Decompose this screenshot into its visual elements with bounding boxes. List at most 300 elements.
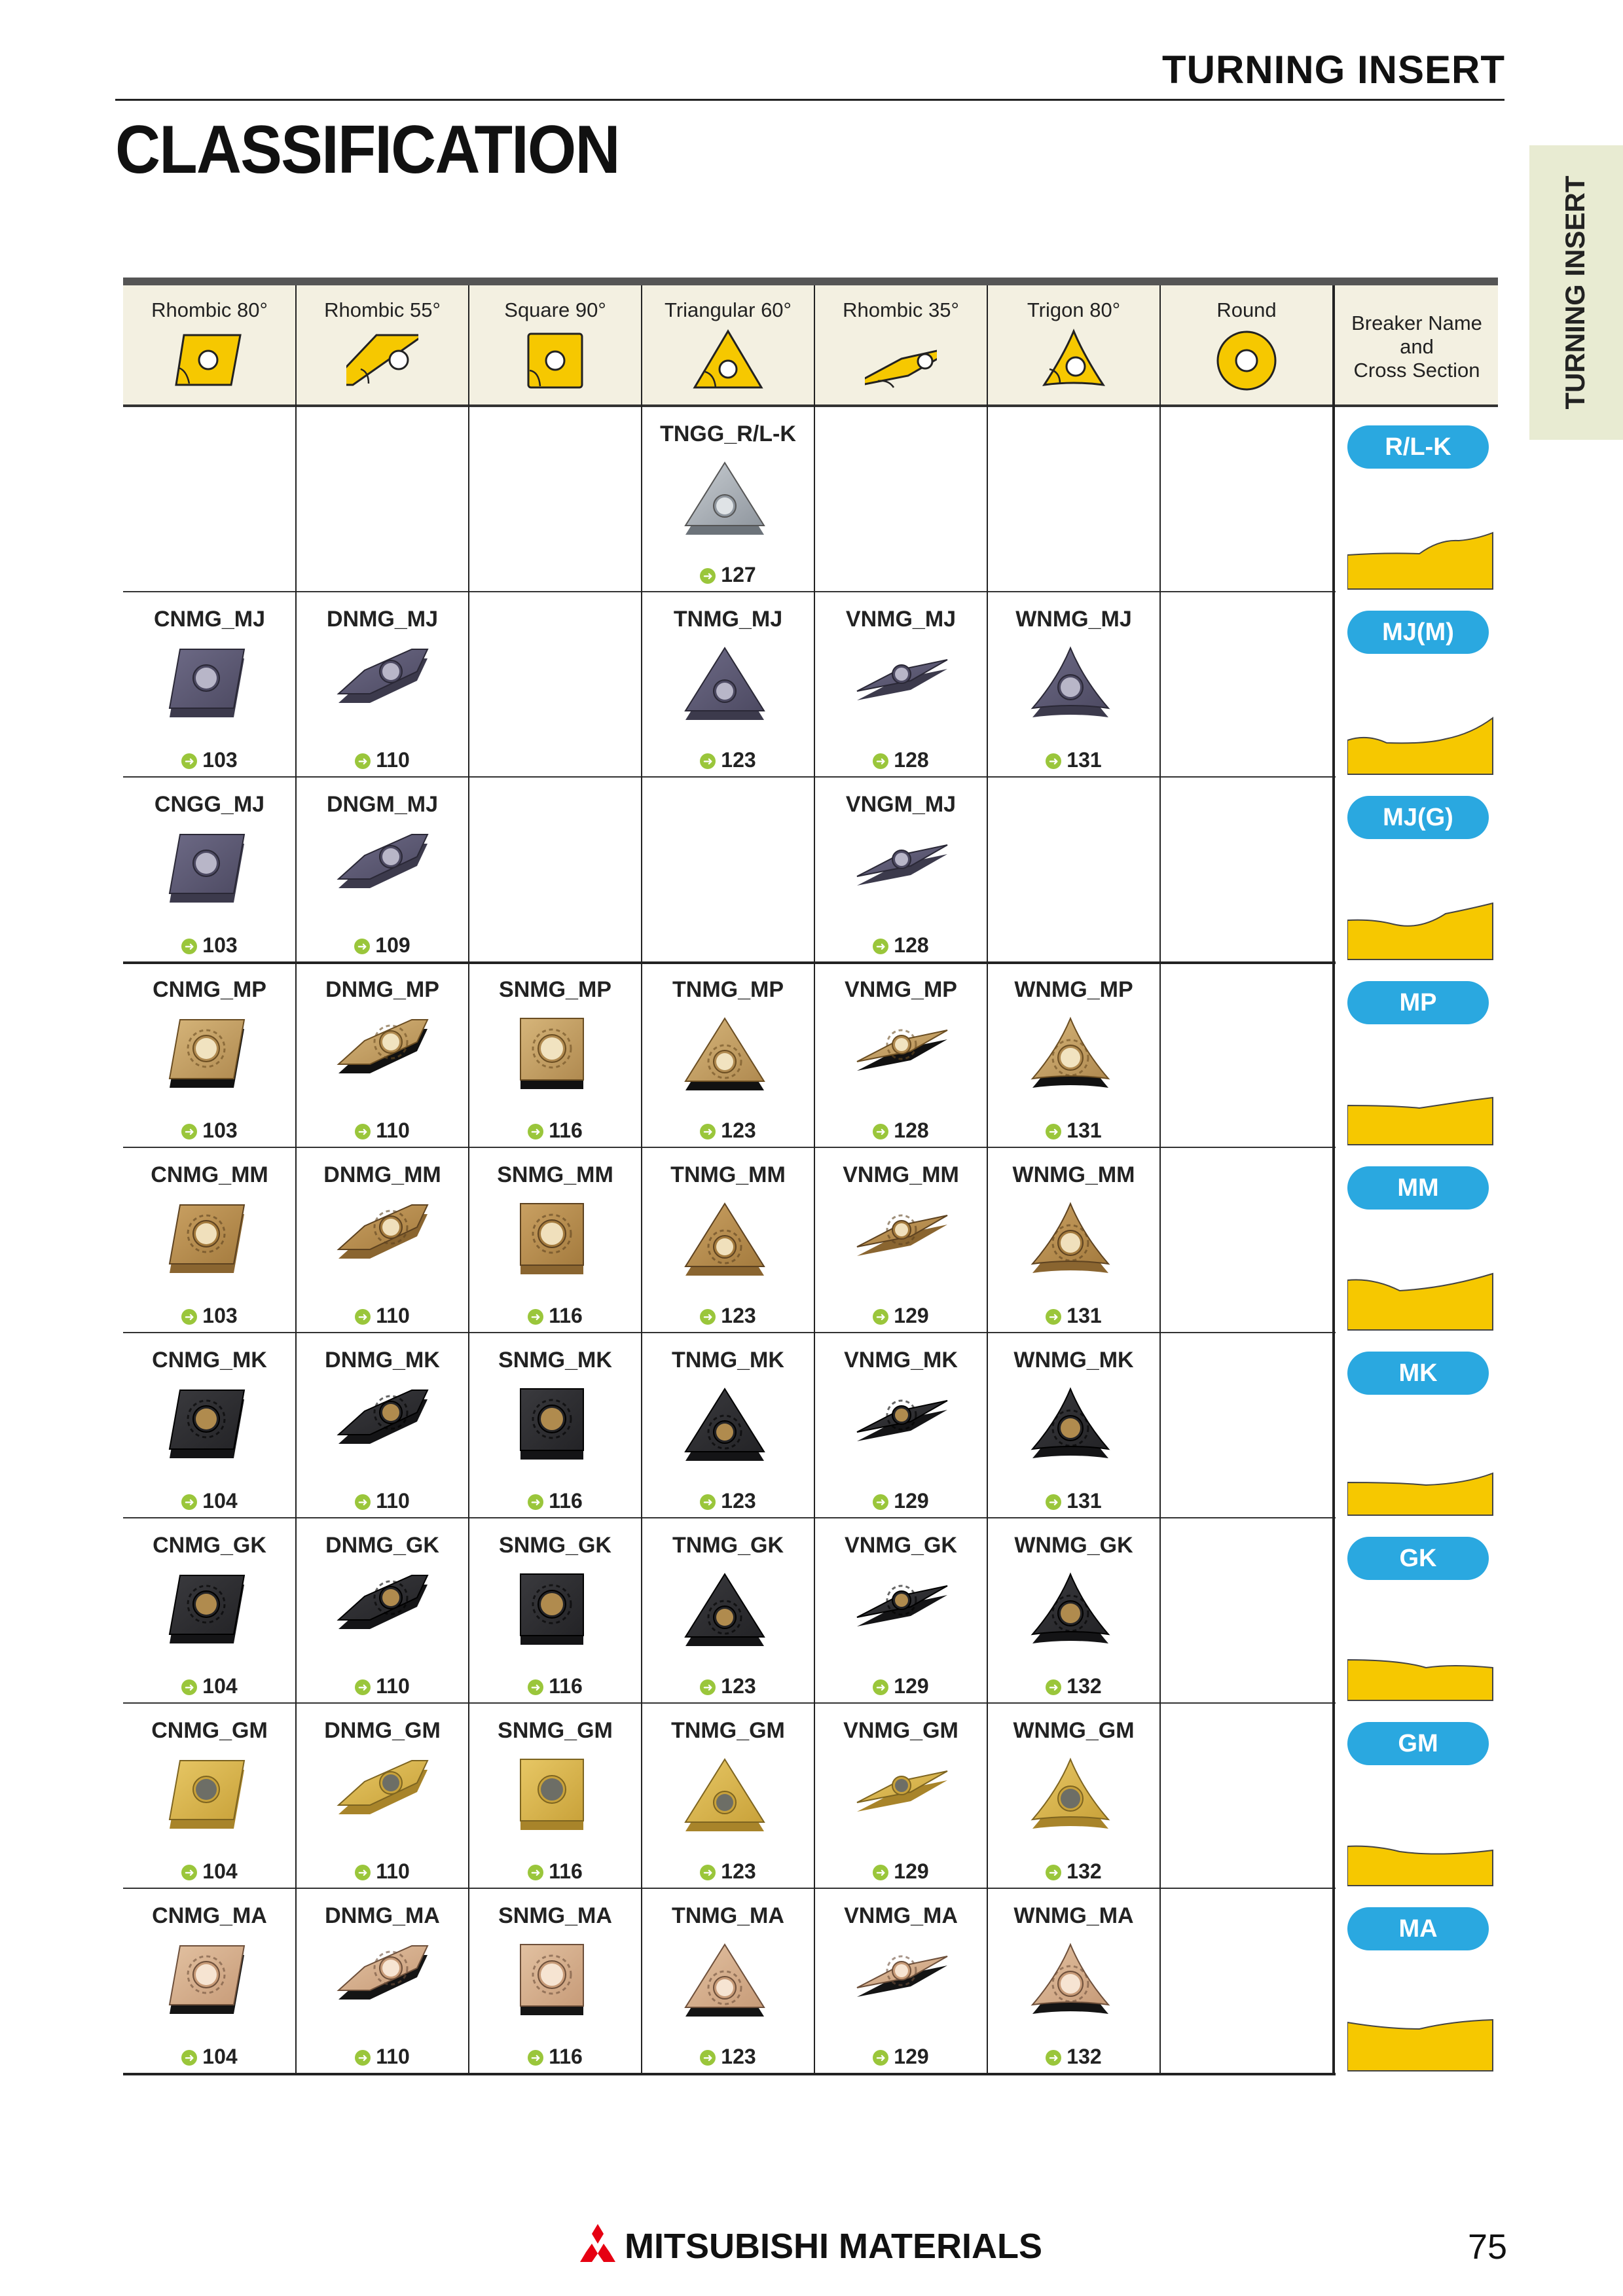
insert-cell[interactable] [815,592,987,777]
insert-cell[interactable] [815,1148,987,1333]
insert-code: DNGM_MJ [326,792,439,817]
arrow-right-icon: ➜ [528,1124,543,1139]
insert-cell[interactable] [124,963,295,1147]
page-reference-link[interactable] [988,1489,1159,1513]
page-number-ref: 110 [376,1859,410,1883]
insert-cell[interactable] [988,592,1159,777]
insert-image[interactable] [679,1014,777,1099]
arrow-right-icon: ➜ [181,939,197,954]
page-number-ref: 104 [202,1489,238,1513]
insert-code: WNMG_GM [1013,1718,1135,1743]
insert-cell[interactable] [815,1889,987,2073]
insert-code: VNMG_GM [843,1718,958,1743]
page-reference-link[interactable] [988,1859,1159,1884]
page-number-ref: 116 [549,1119,583,1142]
insert-code: TNMG_MA [672,1903,784,1928]
breaker-badge[interactable]: MP [1347,981,1489,1024]
insert-code: SNMG_MA [498,1903,612,1928]
breaker-badge[interactable]: MJ(M) [1347,611,1489,654]
arrow-right-icon: ➜ [528,1679,543,1695]
arrow-right-icon: ➜ [873,1309,888,1325]
page-reference-link[interactable] [124,1304,295,1328]
arrow-right-icon: ➜ [528,2050,543,2066]
column-header [296,285,469,406]
insert-cell[interactable] [988,1333,1159,1518]
page-number-ref: 123 [721,1304,756,1327]
column-divider [814,285,815,2074]
insert-cell[interactable] [124,1889,295,2073]
insert-image[interactable] [506,1755,604,1840]
page-reference-link[interactable] [124,1119,295,1143]
cross-section-profile [1347,1251,1498,1333]
insert-code: TNGG_R/L-K [660,422,796,446]
column-divider [1159,285,1161,2074]
insert-cell[interactable] [988,1704,1159,1888]
page-number-ref: 132 [1067,2045,1102,2068]
page-number-ref: 103 [202,748,238,772]
arrow-right-icon: ➜ [181,1494,197,1510]
page-reference-link[interactable] [815,1119,987,1143]
insert-code: WNMG_MJ [1015,607,1132,632]
insert-code: TNMG_MP [672,977,784,1002]
page-number-ref: 109 [375,933,410,957]
page-reference-link[interactable] [297,1119,468,1143]
brand-name: MITSUBISHI MATERIALS [625,2227,1042,2266]
insert-code: SNMG_GM [498,1718,613,1743]
insert-image[interactable] [506,1384,604,1469]
insert-cell[interactable] [815,778,987,962]
arrow-right-icon: ➜ [1046,2050,1061,2066]
insert-cell[interactable] [642,407,814,592]
shape-label: Triangular 60° [665,298,792,321]
insert-code: CNMG_MM [151,1162,268,1187]
arrow-right-icon: ➜ [700,1865,716,1880]
insert-code: CNMG_MK [152,1348,267,1372]
page-number-ref: 116 [549,1859,583,1883]
page-reference-link[interactable] [124,1674,295,1698]
insert-cell[interactable] [124,1518,295,1703]
page-reference-link[interactable] [642,1304,814,1328]
column-divider [468,285,469,2074]
breaker-cell [1336,1148,1498,1333]
page-number-ref: 132 [1067,1859,1102,1883]
shape-label: Trigon 80° [1027,298,1121,321]
page-number-ref: 128 [894,933,929,957]
insert-code: WNMG_MA [1013,1903,1134,1928]
page-number-ref: 123 [721,748,756,772]
insert-image[interactable] [160,1014,259,1099]
section-title: TURNING INSERT [1162,48,1505,92]
triangle-icon [692,329,764,391]
insert-image[interactable] [852,1570,950,1655]
page-reference-link[interactable] [642,1674,814,1698]
insert-code: VNMG_MM [843,1162,959,1187]
breaker-header-line: and [1400,335,1434,358]
page-number-ref: 132 [1067,1674,1102,1698]
insert-image[interactable] [160,829,259,914]
column-header [814,285,987,406]
insert-image[interactable] [333,643,431,728]
page-reference-link[interactable] [988,1304,1159,1328]
arrow-right-icon: ➜ [355,2050,371,2066]
insert-cell[interactable] [124,1148,295,1333]
insert-cell[interactable] [642,963,814,1147]
insert-image[interactable] [333,1570,431,1655]
insert-image[interactable] [506,1199,604,1284]
breaker-header-line: Breaker Name [1351,312,1482,334]
breaker-badge[interactable]: GK [1347,1537,1489,1580]
page-reference-link[interactable] [297,1674,468,1698]
page-reference-link[interactable] [815,1859,987,1884]
insert-image[interactable] [1025,1940,1123,2025]
header-divider [115,99,1504,101]
insert-image[interactable] [333,1755,431,1840]
insert-code: DNMG_GK [325,1533,439,1558]
insert-code: VNMG_MP [845,977,957,1002]
page-number-ref: 123 [721,1119,756,1142]
insert-code: TNMG_GK [672,1533,784,1558]
insert-code: VNMG_GK [845,1533,957,1558]
insert-image[interactable] [1025,1384,1123,1469]
breaker-badge[interactable]: MM [1347,1166,1489,1210]
cross-section-profile [1347,1622,1498,1703]
insert-cell[interactable] [297,963,468,1147]
insert-code: VNMG_MJ [845,607,957,632]
shape-label: Rhombic 80° [151,298,268,321]
insert-code: CNMG_GK [153,1533,266,1558]
insert-code: VNMG_MK [844,1348,958,1372]
arrow-right-icon: ➜ [181,1865,197,1880]
insert-image[interactable] [506,1014,604,1099]
insert-code: WNMG_MK [1013,1348,1134,1372]
page-number-ref: 131 [1067,748,1102,772]
insert-code: DNMG_MK [325,1348,440,1372]
arrow-right-icon: ➜ [700,1309,716,1325]
page-reference-link[interactable] [297,1304,468,1328]
page-reference-link[interactable] [988,2045,1159,2069]
cross-section-profile [1347,511,1498,592]
insert-code: CNGG_MJ [154,792,265,817]
insert-cell[interactable] [297,592,468,777]
insert-cell[interactable] [297,1148,468,1333]
arrow-right-icon: ➜ [181,2050,197,2066]
arrow-right-icon: ➜ [1046,1309,1061,1325]
insert-image[interactable] [1025,1199,1123,1284]
page-reference-link[interactable] [297,2045,468,2069]
breaker-column-header [1336,312,1498,382]
insert-image[interactable] [1025,643,1123,728]
page-reference-link[interactable] [988,748,1159,772]
page-number-ref: 127 [721,563,756,586]
insert-code: SNMG_GK [499,1533,611,1558]
breaker-badge[interactable]: MA [1347,1907,1489,1950]
page-reference-link[interactable] [988,1119,1159,1143]
page-reference-link[interactable] [815,2045,987,2069]
page-reference-link[interactable] [642,748,814,772]
row-divider [123,2073,1336,2075]
insert-cell[interactable] [642,1148,814,1333]
column-header [1160,285,1333,406]
page-reference-link[interactable] [815,748,987,772]
insert-image[interactable] [679,1755,777,1840]
arrow-right-icon: ➜ [700,1124,716,1139]
insert-code: VNMG_MA [844,1903,958,1928]
insert-code: DNMG_MA [325,1903,440,1928]
insert-cell[interactable] [297,1704,468,1888]
insert-cell[interactable] [297,1518,468,1703]
page-reference-link[interactable] [124,933,295,958]
breaker-badge[interactable]: R/L-K [1347,425,1489,469]
page-reference-link[interactable] [469,1489,641,1513]
breaker-badge[interactable]: MJ(G) [1347,796,1489,839]
shape-label: Square 90° [504,298,606,321]
arrow-right-icon: ➜ [355,753,371,769]
insert-cell[interactable] [124,592,295,777]
insert-image[interactable] [679,643,777,728]
insert-image[interactable] [333,1384,431,1469]
breaker-badge[interactable]: MK [1347,1352,1489,1395]
insert-cell[interactable] [815,1333,987,1518]
insert-image[interactable] [852,1384,950,1469]
page-number-ref: 128 [894,748,929,772]
column-header [123,285,296,406]
breaker-cell [1336,1704,1498,1888]
cross-section-profile [1347,1066,1498,1147]
square-icon [519,329,591,391]
insert-code: DNMG_GM [324,1718,441,1743]
insert-code: TNMG_MJ [673,607,783,632]
cross-section-profile [1347,881,1498,962]
arrow-right-icon: ➜ [873,2050,888,2066]
page-reference-link[interactable] [815,1304,987,1328]
breaker-badge[interactable]: GM [1347,1722,1489,1765]
arrow-right-icon: ➜ [873,1679,888,1695]
insert-cell[interactable] [642,1518,814,1703]
arrow-right-icon: ➜ [181,1124,197,1139]
insert-code: TNMG_GM [671,1718,785,1743]
insert-image[interactable] [852,643,950,728]
arrow-right-icon: ➜ [181,1679,197,1695]
column-header [469,285,642,406]
page-number-ref: 110 [376,1119,410,1142]
insert-image[interactable] [160,643,259,728]
insert-image[interactable] [160,1940,259,2025]
insert-image[interactable] [852,1755,950,1840]
page-number-ref: 131 [1067,1489,1102,1513]
page-reference-link[interactable] [815,933,987,958]
page-reference-link[interactable] [469,1859,641,1884]
insert-cell[interactable] [815,963,987,1147]
insert-cell[interactable] [469,963,641,1147]
page-number-ref: 131 [1067,1119,1102,1142]
insert-cell[interactable] [815,1704,987,1888]
insert-image[interactable] [160,1570,259,1655]
page-number-ref: 104 [202,1859,238,1883]
arrow-right-icon: ➜ [700,1494,716,1510]
page-number-ref: 110 [376,748,410,772]
column-header [642,285,814,406]
arrow-right-icon: ➜ [1046,1124,1061,1139]
arrow-right-icon: ➜ [355,1865,371,1880]
arrow-right-icon: ➜ [181,1309,197,1325]
insert-cell[interactable] [124,778,295,962]
page-number-ref: 123 [721,1859,756,1883]
insert-image[interactable] [852,1940,950,2025]
breaker-cell [1336,1333,1498,1518]
insert-code: SNMG_MP [499,977,611,1002]
trigon-icon [1038,329,1110,391]
insert-cell[interactable] [988,1148,1159,1333]
insert-image[interactable] [333,829,431,914]
page-reference-link[interactable] [297,748,468,772]
breaker-header-line: Cross Section [1353,359,1480,382]
rhombic55-icon [346,329,418,391]
insert-cell[interactable] [297,778,468,962]
page-number-ref: 129 [894,1304,929,1327]
column-header [987,285,1160,406]
insert-cell[interactable] [642,1704,814,1888]
breaker-cell [1336,1518,1498,1703]
page-number-ref: 116 [549,1489,583,1513]
column-divider [1332,285,1335,2074]
rhombic35-icon [865,329,937,391]
cross-section-profile [1347,1437,1498,1518]
arrow-right-icon: ➜ [528,1865,543,1880]
page-number-ref: 116 [549,2045,583,2068]
page-reference-link[interactable] [815,1674,987,1698]
page-number-ref: 129 [894,2045,929,2068]
insert-cell[interactable] [469,1889,641,2073]
arrow-right-icon: ➜ [355,1494,371,1510]
page-reference-link[interactable] [124,1489,295,1513]
page-reference-link[interactable] [297,933,468,958]
page-reference-link[interactable] [469,1119,641,1143]
insert-image[interactable] [160,1384,259,1469]
insert-cell[interactable] [124,1704,295,1888]
page-reference-link[interactable] [642,1119,814,1143]
insert-image[interactable] [333,1199,431,1284]
page-reference-link[interactable] [469,1304,641,1328]
column-divider [987,285,988,2074]
insert-image[interactable] [852,1014,950,1099]
page-number-ref: 131 [1067,1304,1102,1327]
insert-cell[interactable] [469,1704,641,1888]
insert-image[interactable] [852,829,950,914]
page-number-ref: 110 [376,2045,410,2068]
insert-code: WNMG_MP [1014,977,1133,1002]
insert-image[interactable] [333,1014,431,1099]
page-number-ref: 110 [376,1489,410,1513]
page-number-ref: 116 [549,1674,583,1698]
insert-image[interactable] [160,1199,259,1284]
arrow-right-icon: ➜ [873,1124,888,1139]
page-reference-link[interactable] [642,1489,814,1513]
insert-cell[interactable] [642,592,814,777]
page-reference-link[interactable] [124,1859,295,1884]
insert-cell[interactable] [988,963,1159,1147]
page-number-ref: 129 [894,1489,929,1513]
arrow-right-icon: ➜ [700,568,716,584]
round-icon [1211,329,1283,391]
breaker-cell [1336,1889,1498,2073]
page-reference-link[interactable] [469,1674,641,1698]
insert-image[interactable] [506,1940,604,2025]
arrow-right-icon: ➜ [700,1679,716,1695]
page-number-ref: 104 [202,1674,238,1698]
insert-image[interactable] [1025,1570,1123,1655]
insert-image[interactable] [679,1199,777,1284]
page-reference-link[interactable] [988,1674,1159,1698]
insert-code: CNMG_MP [153,977,266,1002]
page-reference-link[interactable] [124,748,295,772]
page-reference-link[interactable] [815,1489,987,1513]
insert-cell[interactable] [297,1333,468,1518]
insert-image[interactable] [1025,1755,1123,1840]
side-tab-label: TURNING INSERT [1559,175,1590,410]
insert-image[interactable] [679,458,777,543]
insert-code: SNMG_MK [498,1348,612,1372]
page-number-ref: 103 [202,1119,238,1142]
insert-cell[interactable] [124,1333,295,1518]
column-divider [295,285,297,2074]
insert-cell[interactable] [988,1518,1159,1703]
insert-code: WNMG_GK [1014,1533,1133,1558]
insert-image[interactable] [1025,1014,1123,1099]
page-reference-link[interactable] [297,1489,468,1513]
arrow-right-icon: ➜ [528,1494,543,1510]
insert-cell[interactable] [469,1333,641,1518]
rhombic80-icon [173,329,246,391]
arrow-right-icon: ➜ [873,753,888,769]
insert-cell[interactable] [642,1333,814,1518]
page-number-ref: 110 [376,1304,410,1327]
insert-code: CNMG_MJ [153,607,266,632]
insert-image[interactable] [679,1940,777,2025]
insert-cell[interactable] [815,1518,987,1703]
insert-image[interactable] [679,1570,777,1655]
page-number-ref: 103 [202,1304,238,1327]
page-reference-link[interactable] [124,2045,295,2069]
insert-cell[interactable] [469,1148,641,1333]
page-reference-link[interactable] [469,2045,641,2069]
page-reference-link[interactable] [297,1859,468,1884]
page-number-ref: 123 [721,1489,756,1513]
insert-cell[interactable] [642,1889,814,2073]
insert-cell[interactable] [988,1889,1159,2073]
arrow-right-icon: ➜ [355,1124,371,1139]
table-top-rule [123,278,1498,285]
page-reference-link[interactable] [642,1859,814,1884]
page-number-ref: 110 [376,1674,410,1698]
insert-cell[interactable] [297,1889,468,2073]
arrow-right-icon: ➜ [1046,753,1061,769]
insert-code: TNMG_MK [672,1348,784,1372]
insert-image[interactable] [852,1199,950,1284]
page-number-ref: 123 [721,1674,756,1698]
insert-code: DNMG_MP [325,977,439,1002]
insert-code: SNMG_MM [497,1162,613,1187]
page-reference-link[interactable] [642,563,814,587]
insert-image[interactable] [679,1384,777,1469]
insert-image[interactable] [160,1755,259,1840]
insert-image[interactable] [506,1570,604,1655]
insert-image[interactable] [333,1940,431,2025]
page-reference-link[interactable] [642,2045,814,2069]
page-number-ref: 128 [894,1119,929,1142]
shape-label: Rhombic 35° [843,298,959,321]
insert-code: CNMG_MA [152,1903,267,1928]
insert-cell[interactable] [469,1518,641,1703]
